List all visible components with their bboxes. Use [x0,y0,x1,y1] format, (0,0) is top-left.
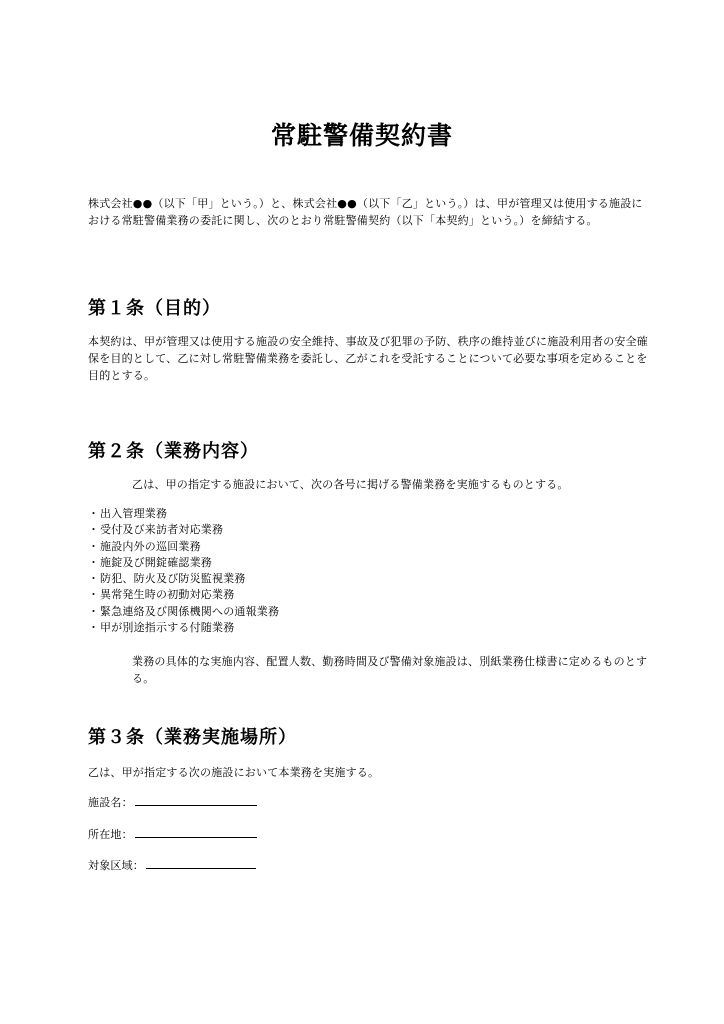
facility-name-field[interactable] [88,794,257,810]
address-field[interactable] [88,826,257,842]
bullet-mark: ・ [88,588,100,602]
list-item-text: 緊急連絡及び関係機関への通報業務 [100,604,280,618]
list-item [88,506,279,522]
bullet-mark: ・ [88,523,100,537]
list-item-text: 受付及び来訪者対応業務 [100,523,224,537]
bullet-mark: ・ [88,555,100,569]
article-2-heading: 第２条（業務内容） [88,441,259,462]
list-item [88,522,279,538]
list-item [88,555,279,571]
article-1-heading: 第１条（目的） [88,298,221,319]
article-2-closing: 業務の具体的な実施内容、配置人数、勤務時間及び警備対象施設は、別紙業務仕様書に定めるものとする。 [132,655,648,685]
list-item-text: 施設内外の巡回業務 [100,539,201,553]
list-item-text: 防犯、防火及び防災監視業務 [100,572,246,586]
list-item [88,539,279,555]
list-item [88,604,279,620]
list-item [88,571,279,587]
list-item-text: 異常発生時の初動対応業務 [100,588,235,602]
bullet-mark: ・ [88,572,100,586]
address-label: 所在地： [88,828,133,841]
list-item [88,620,279,636]
bullet-mark: ・ [88,621,100,635]
article-1-body: 本契約は、甲が管理又は使用する施設の安全維持、事故及び犯罪の予防、秩序の維持並びに施設利用者の安全確保を目的として、乙に対し常駐警備業務を委託し、乙がこれを受託することについて必要な事項を定めることを目的とする。 [88,335,648,382]
bullet-mark: ・ [88,539,100,553]
bullet-mark: ・ [88,604,100,618]
bullet-mark: ・ [88,507,100,520]
article-3-heading: 第３条（業務実施場所） [88,727,297,748]
preamble-paragraph: 株式会社●●（以下「甲」という。）と、株式会社●●（以下「乙」という。）は、甲が管理又は使用する施設における常駐警備業務の委託に関し、次のとおり常駐警備契約（以下「本契約」という。）を締結する。 [88,197,643,227]
article-2-duty-list [88,506,279,636]
target-area-field[interactable] [88,857,256,873]
document-title: 常駐警備契約書 [270,121,453,150]
list-item [88,587,279,603]
article-2-intro: 乙は、甲の指定する施設において、次の各号に掲げる警備業務を実施するものとする。 [132,478,569,491]
target-area-blank[interactable] [146,857,256,869]
target-area-label: 対象区域： [88,859,144,872]
facility-name-label: 施設名： [88,796,133,809]
address-blank[interactable] [135,826,257,838]
list-item-text: 施錠及び開錠確認業務 [100,555,212,569]
article-3-body: 乙は、甲が指定する次の施設において本業務を実施する。 [88,766,380,779]
list-item-text: 出入管理業務 [100,507,168,520]
facility-name-blank[interactable] [135,794,257,806]
list-item-text: 甲が別途指示する付随業務 [100,621,235,635]
